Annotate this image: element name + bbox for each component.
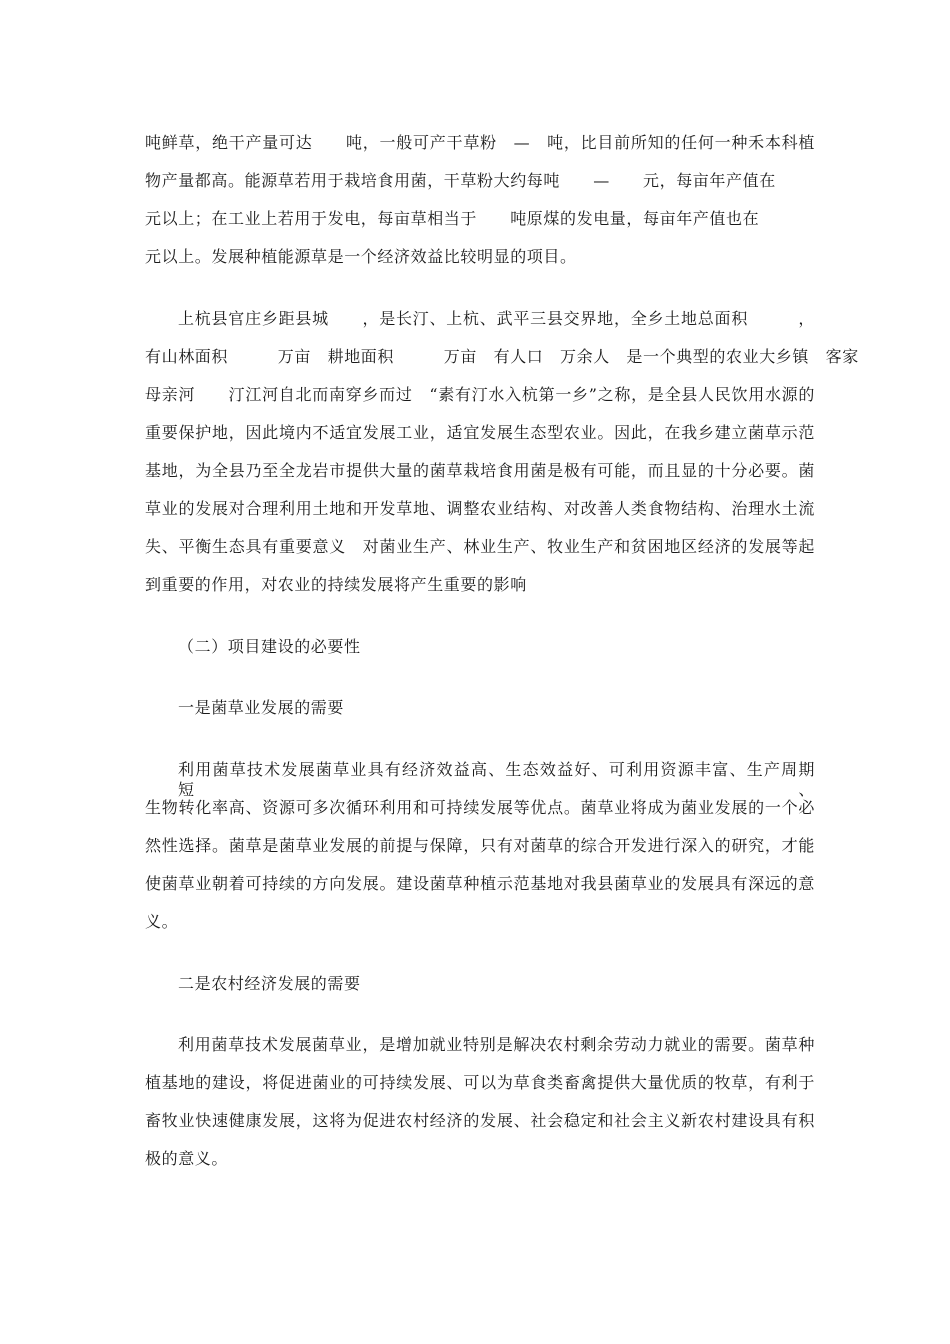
text-line: 元以上。发展种植能源草是一个经济效益比较明显的项目。 (145, 247, 577, 266)
text-line: 植基地的建设，将促进菌业的可持续发展、可以为草食类畜禽提供大量优质的牧草，有利于 (145, 1073, 815, 1092)
text-line: 然性选择。菌草是菌草业发展的前提与保障，只有对菌草的综合开发进行深入的研究，才能 (145, 836, 815, 855)
text-line: 使菌草业朝着可持续的方向发展。建设菌草种植示范基地对我县菌草业的发展具有深远的意 (145, 874, 815, 893)
subheading-rural-economy-need: 二是农村经济发展的需要 (178, 974, 361, 993)
text-line: 到重要的作用，对农业的持续发展将产生重要的影响 (145, 575, 527, 594)
text-line: 基地，为全县乃至全龙岩市提供大量的菌草栽培食用菌是极有可能，而且显的十分必要。菌 (145, 461, 815, 480)
text-line: 利用菌草技术发展菌草业，是增加就业特别是解决农村剩余劳动力就业的需要。菌草种 (178, 1035, 815, 1054)
text-line: 物产量都高。能源草若用于栽培食用菌，干草粉大约每吨 — 元，每亩年产值在 (145, 171, 776, 190)
subheading-juncao-industry-need: 一是菌草业发展的需要 (178, 698, 345, 717)
text-line: 草业的发展对合理利用土地和开发草地、调整农业结构、对改善人类食物结构、治理水土流 (145, 499, 815, 518)
text-line: 利用菌草技术发展菌草业具有经济效益高、生态效益好、可利用资源丰富、生产周期短、 (178, 760, 815, 799)
text-line: 吨鲜草，绝干产量可达 吨，一般可产干草粉 — 吨，比目前所知的任何一种禾本科植 (145, 133, 815, 152)
text-line: 极的意义。 (145, 1149, 229, 1168)
text-line: 义。 (145, 912, 179, 931)
section-heading-necessity: （二）项目建设的必要性 (178, 637, 361, 656)
text-line: 元以上；在工业上若用于发电，每亩草相当于 吨原煤的发电量，每亩年产值也在 (145, 209, 760, 228)
text-line: 母亲河 汀江河自北而南穿乡而过 “素有汀水入杭第一乡”之称，是全县人民饮用水源的 (145, 385, 815, 404)
text-line: 生物转化率高、资源可多次循环利用和可持续发展等优点。菌草业将成为菌业发展的一个必 (145, 798, 815, 817)
text-line: 重要保护地，因此境内不适宜发展工业，适宜发展生态型农业。因此，在我乡建立菌草示范 (145, 423, 815, 442)
text-line: 有山林面积 万亩 耕地面积 万亩 有人口 万余人 是一个典型的农业大乡镇 客家 (145, 347, 859, 366)
text-line: 上杭县官庄乡距县城 ，是长汀、上杭、武平三县交界地，全乡土地总面积 ， (178, 309, 815, 328)
text-line: 失、平衡生态具有重要意义 对菌业生产、林业生产、牧业生产和贫困地区经济的发展等起 (145, 537, 815, 556)
text-line: 畜牧业快速健康发展，这将为促进农村经济的发展、社会稳定和社会主义新农村建设具有积 (145, 1111, 815, 1130)
